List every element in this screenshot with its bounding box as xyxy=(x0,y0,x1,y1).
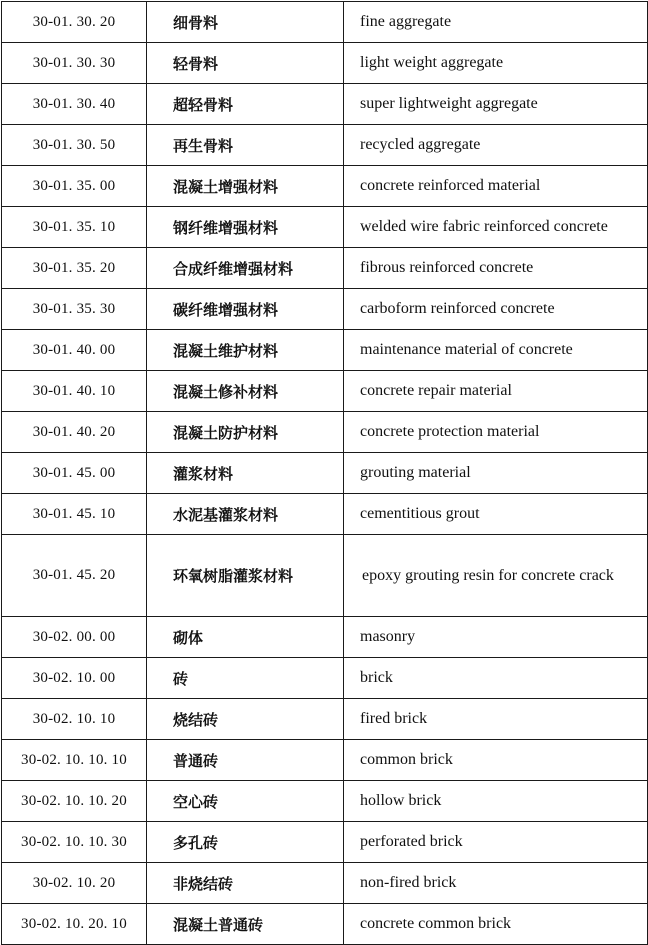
term-chinese: 水泥基灌浆材料 xyxy=(147,494,344,535)
term-english: fired brick xyxy=(344,699,648,740)
term-english: brick xyxy=(344,658,648,699)
table-row xyxy=(2,658,648,699)
table-row xyxy=(2,535,648,617)
table-row xyxy=(2,617,648,658)
term-english: non-fired brick xyxy=(344,863,648,904)
term-code: 30-01. 40. 10 xyxy=(2,371,147,412)
term-chinese: 再生骨料 xyxy=(147,125,344,166)
term-chinese: 混凝土增强材料 xyxy=(147,166,344,207)
table-row xyxy=(2,904,648,945)
term-code: 30-01. 30. 40 xyxy=(2,84,147,125)
term-chinese: 钢纤维增强材料 xyxy=(147,207,344,248)
term-chinese: 超轻骨料 xyxy=(147,84,344,125)
term-english: masonry xyxy=(344,617,648,658)
term-chinese: 混凝土普通砖 xyxy=(147,904,344,945)
table-row xyxy=(2,207,648,248)
term-chinese: 灌浆材料 xyxy=(147,453,344,494)
term-chinese: 多孔砖 xyxy=(147,822,344,863)
term-code: 30-02. 10. 10. 10 xyxy=(2,740,147,781)
terminology-table xyxy=(1,1,648,945)
term-english: concrete protection material xyxy=(344,412,648,453)
term-chinese: 混凝土修补材料 xyxy=(147,371,344,412)
term-chinese: 普通砖 xyxy=(147,740,344,781)
term-english: hollow brick xyxy=(344,781,648,822)
term-english: welded wire fabric reinforced concrete xyxy=(344,207,648,248)
term-english: fibrous reinforced concrete xyxy=(344,248,648,289)
term-chinese: 非烧结砖 xyxy=(147,863,344,904)
term-english: perforated brick xyxy=(344,822,648,863)
term-english: carboform reinforced concrete xyxy=(344,289,648,330)
term-code: 30-01. 30. 50 xyxy=(2,125,147,166)
term-code: 30-02. 10. 00 xyxy=(2,658,147,699)
table-row xyxy=(2,248,648,289)
term-english: recycled aggregate xyxy=(344,125,648,166)
term-code: 30-02. 10. 10. 20 xyxy=(2,781,147,822)
term-chinese: 环氧树脂灌浆材料 xyxy=(147,535,344,617)
term-chinese: 碳纤维增强材料 xyxy=(147,289,344,330)
term-code: 30-02. 10. 20. 10 xyxy=(2,904,147,945)
term-chinese: 合成纤维增强材料 xyxy=(147,248,344,289)
term-code: 30-02. 00. 00 xyxy=(2,617,147,658)
table-row xyxy=(2,453,648,494)
term-english: concrete common brick xyxy=(344,904,648,945)
term-code: 30-01. 35. 10 xyxy=(2,207,147,248)
table-row xyxy=(2,740,648,781)
table-row xyxy=(2,289,648,330)
term-code: 30-02. 10. 20 xyxy=(2,863,147,904)
table-row xyxy=(2,822,648,863)
term-english: fine aggregate xyxy=(344,2,648,43)
term-english: grouting material xyxy=(344,453,648,494)
table-row xyxy=(2,371,648,412)
term-english: common brick xyxy=(344,740,648,781)
term-chinese: 砖 xyxy=(147,658,344,699)
term-english: concrete repair material xyxy=(344,371,648,412)
term-code: 30-02. 10. 10. 30 xyxy=(2,822,147,863)
term-code: 30-01. 45. 00 xyxy=(2,453,147,494)
term-chinese: 混凝土维护材料 xyxy=(147,330,344,371)
table-row xyxy=(2,84,648,125)
table-row xyxy=(2,412,648,453)
table-row xyxy=(2,2,648,43)
term-english: cementitious grout xyxy=(344,494,648,535)
term-code: 30-01. 40. 00 xyxy=(2,330,147,371)
terminology-table-body xyxy=(2,2,648,945)
term-code: 30-01. 30. 20 xyxy=(2,2,147,43)
term-code: 30-01. 35. 20 xyxy=(2,248,147,289)
term-chinese: 轻骨料 xyxy=(147,43,344,84)
term-code: 30-01. 40. 20 xyxy=(2,412,147,453)
table-row xyxy=(2,863,648,904)
term-code: 30-01. 35. 30 xyxy=(2,289,147,330)
table-row xyxy=(2,125,648,166)
term-chinese: 砌体 xyxy=(147,617,344,658)
table-row xyxy=(2,494,648,535)
table-row xyxy=(2,166,648,207)
term-english: light weight aggregate xyxy=(344,43,648,84)
table-row xyxy=(2,330,648,371)
term-code: 30-01. 45. 10 xyxy=(2,494,147,535)
term-chinese: 混凝土防护材料 xyxy=(147,412,344,453)
term-english: concrete reinforced material xyxy=(344,166,648,207)
term-chinese: 烧结砖 xyxy=(147,699,344,740)
term-chinese: 细骨料 xyxy=(147,2,344,43)
term-code: 30-01. 35. 00 xyxy=(2,166,147,207)
term-english: super lightweight aggregate xyxy=(344,84,648,125)
term-english: maintenance material of concrete xyxy=(344,330,648,371)
term-code: 30-01. 30. 30 xyxy=(2,43,147,84)
term-chinese: 空心砖 xyxy=(147,781,344,822)
term-english: epoxy grouting resin for concrete crack xyxy=(344,535,648,617)
term-code: 30-02. 10. 10 xyxy=(2,699,147,740)
table-row xyxy=(2,699,648,740)
term-code: 30-01. 45. 20 xyxy=(2,535,147,617)
table-row xyxy=(2,781,648,822)
table-row xyxy=(2,43,648,84)
